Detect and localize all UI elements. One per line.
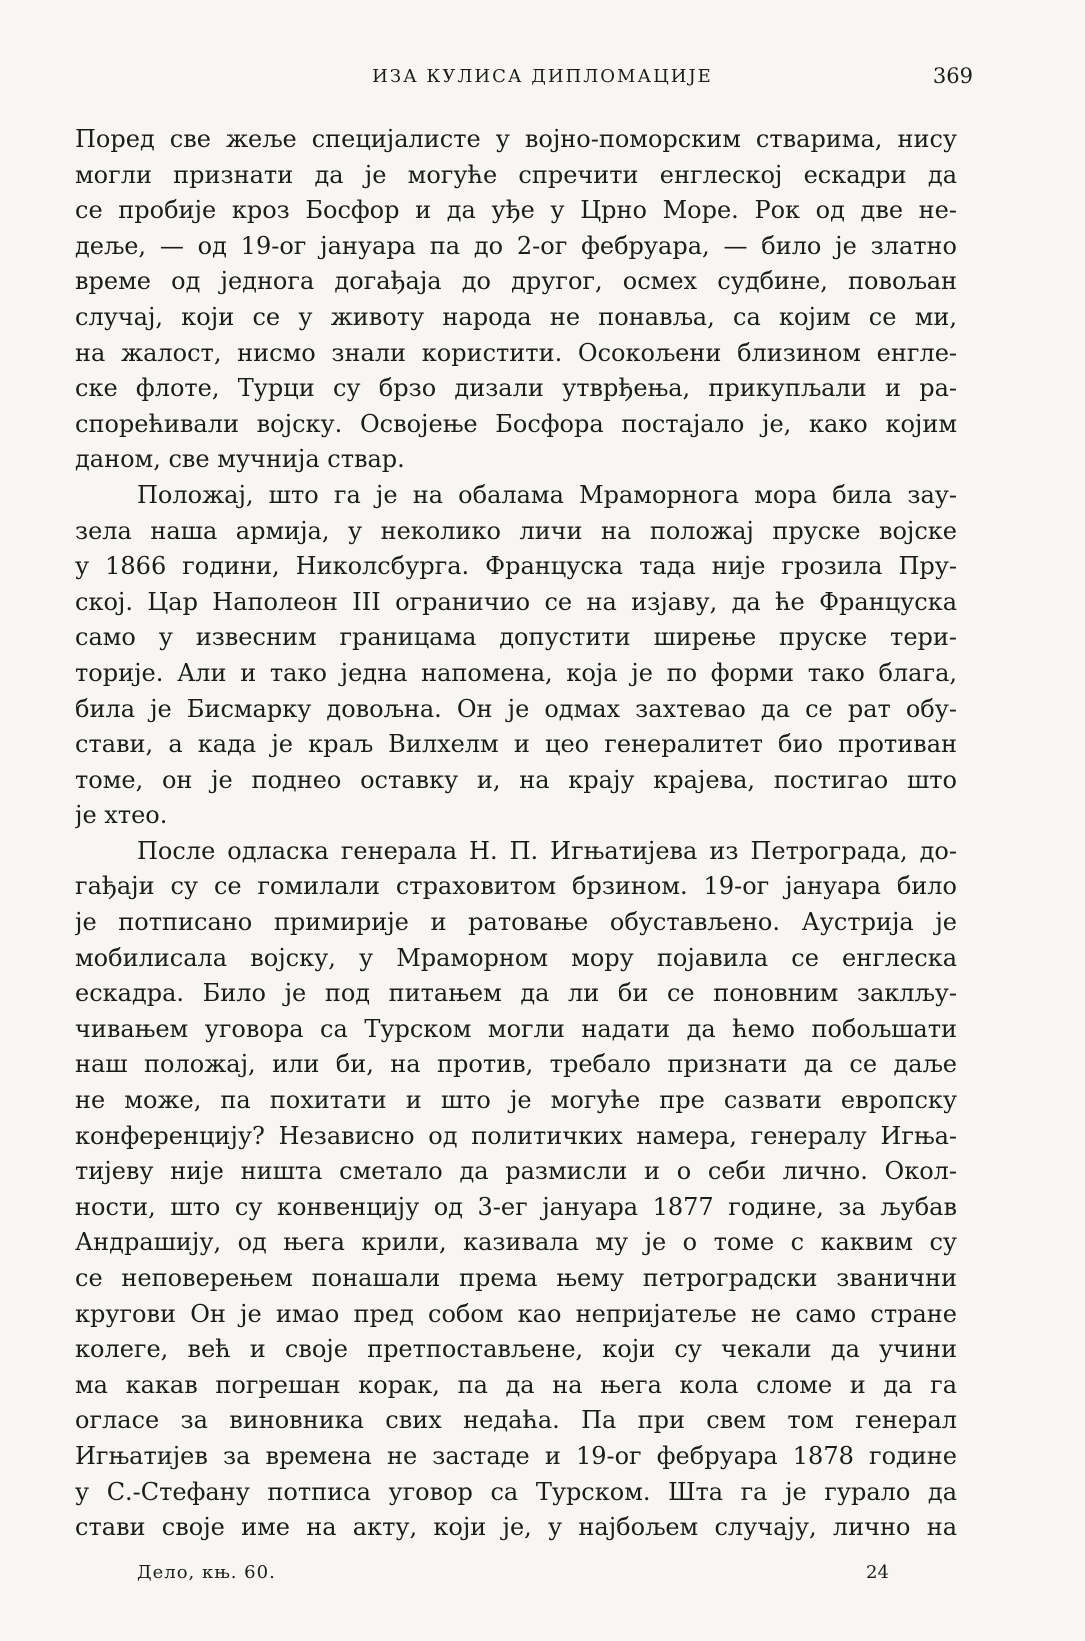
text-line: на жалост, нисмо знали користити. Осокољени близином енгле- <box>75 338 957 367</box>
text-line: не може, па похитати и што је могуће пре сазвати европску <box>75 1086 957 1115</box>
text-line: ескадра. Било је под питањем да ли би се поновним заклљу- <box>75 979 957 1008</box>
running-head-title: ИЗА КУЛИСА ДИПЛОМАЦИЈЕ <box>372 66 713 87</box>
text-line: даном, све мучнија ствар. <box>75 445 405 474</box>
text-line: време од једнога догађаја до другог, осмех судбине, повољан <box>75 267 957 296</box>
text-line: стави, а када је краљ Вилхелм и цео генералитет био противан <box>75 730 957 759</box>
signature-number: 24 <box>866 1562 889 1583</box>
text-line: ске флоте, Турци су брзо дизали утврђења, прикупљали и ра- <box>75 374 957 403</box>
text-line: конференцију? Независно од политичких намера, генералу Игња- <box>75 1121 957 1150</box>
text-line: чивањем уговора са Турском могли надати да ћемо побољшати <box>75 1014 957 1043</box>
text-line: се неповерењем понашали према њему петроградски званични <box>75 1264 957 1292</box>
text-line: мобилисала војску, у Мраморном мору појавила се енглеска <box>75 943 957 972</box>
text-line: Поред све жеље специјалисте у војно-поморским стварима, нису <box>75 125 957 153</box>
text-line: колеге, већ и своје претпостављене, који су чекали да учини <box>75 1335 957 1364</box>
text-line: Игњатијев за времена не застаде и 19-ог фебруара 1878 године <box>75 1441 957 1470</box>
text-line: само у извесним границама допустити ширење пруске тери- <box>75 623 957 652</box>
text-line: ској. Цар Наполеон III ограничио се на изјаву, да ће Француска <box>75 587 957 616</box>
text-line: наш положај, или би, на против, требало признати да се даље <box>75 1050 957 1079</box>
text-line: торије. Али и тако једна напомена, која је по форми тако блага, <box>75 658 957 687</box>
text-line: у С.-Стефану потписа уговор са Турском. Шта га је гурало да <box>75 1477 957 1506</box>
text-line: Положај, што га је на обалама Мраморнога мора била зау- <box>137 480 957 509</box>
text-line: била је Бисмарку довољна. Он је одмах захтевао да се рат обу- <box>75 694 957 723</box>
text-line: је хтео. <box>75 801 168 830</box>
text-line: зела наша армија, у неколико личи на положај пруске војске <box>75 516 957 545</box>
text-line: спорећивали војску. Освојење Босфора постајало је, како којим <box>75 409 957 438</box>
text-line: деље, — од 19-ог јануара па до 2-ог фебруара, — било је златно <box>75 231 957 260</box>
text-line: ности, што су конвенцију од 3-ег јануара 1877 године, за љубав <box>75 1192 957 1221</box>
page-number: 369 <box>932 64 973 88</box>
text-line: ма какав погрешан корак, па да на њега кола сломе и да га <box>75 1370 957 1399</box>
text-line: гађаји су се гомилали страховитом брзином. 19-ог јануара било <box>75 872 957 901</box>
text-line: случај, који се у животу народа не понавља, са којим се ми, <box>75 302 957 331</box>
body-text <box>75 122 957 1546</box>
text-line: могли признати да је могуће спречити енглеској ескадри да <box>75 160 957 189</box>
text-line: је потписано примирије и ратовање обустављено. Аустрија је <box>75 908 957 937</box>
text-line: После одласка генерала Н. П. Игњатијева из Петрограда, до- <box>137 836 957 865</box>
text-line: стави своје име на акту, који је, у најбољем случају, лично на <box>75 1513 957 1542</box>
text-line: тијеву није ништа сметало да размисли и о себи лично. Окол- <box>75 1157 957 1186</box>
text-line: томе, он је поднео оставку и, на крају крајева, постигао што <box>75 765 957 794</box>
text-line: у 1866 години, Николсбурга. Француска тада није грозила Пру- <box>75 552 957 581</box>
signature-mark: Дело, књ. 60. <box>137 1562 276 1583</box>
text-line: се пробије кроз Босфор и да уђе у Црно Море. Рок од две не- <box>75 196 957 225</box>
text-line: кругови Он је имао пред собом као непријатеље не само стране <box>75 1299 957 1328</box>
text-line: Андрашију, од њега крили, казивала му је о томе с каквим су <box>75 1228 957 1257</box>
text-line: огласе за виновника свих недаћа. Па при свем том генерал <box>75 1406 957 1435</box>
